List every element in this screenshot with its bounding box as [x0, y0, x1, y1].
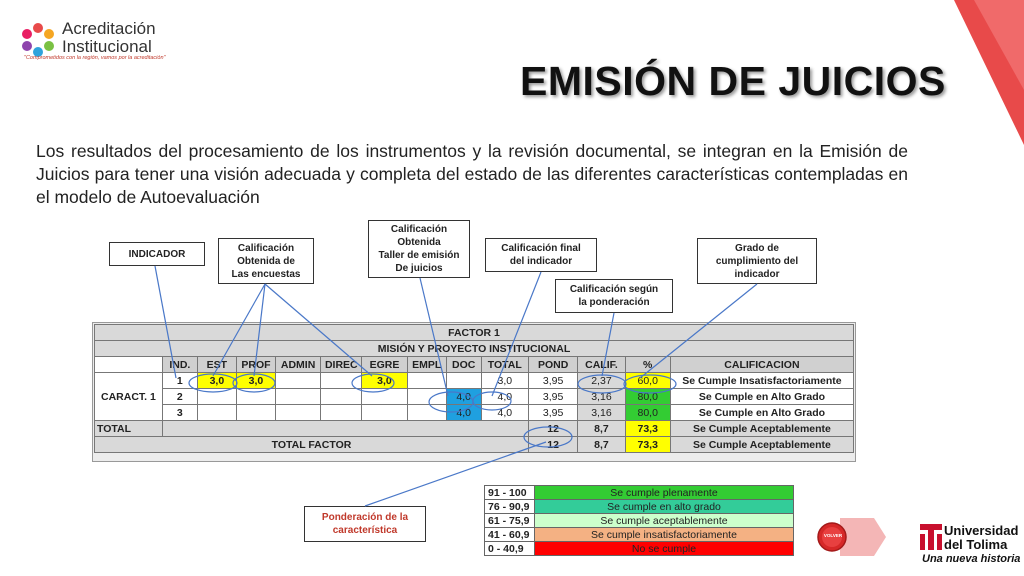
slide-title: EMISIÓN DE JUICIOS	[520, 58, 946, 104]
legend-range: 76 - 90,9	[485, 500, 535, 514]
total-factor-pct: 73,3	[625, 437, 670, 453]
total-factor-calificacion: Se Cumple Aceptablemente	[670, 437, 853, 453]
cell-total: 4,0	[481, 405, 528, 421]
header-prof: PROF	[236, 357, 275, 373]
header-direc: DIREC	[321, 357, 362, 373]
corner-decoration	[954, 0, 1024, 145]
cell-ind: 1	[162, 373, 197, 389]
cell-calificacion: Se Cumple en Alto Grado	[670, 405, 853, 421]
header-total: TOTAL	[481, 357, 528, 373]
mision-cell: MISIÓN Y PROYECTO INSTITUCIONAL	[95, 341, 854, 357]
legend-row	[485, 542, 794, 556]
cell-admin	[275, 389, 320, 405]
callout-grado-line1: Grado de	[735, 242, 779, 254]
callout-ponderacion-calif	[555, 279, 673, 313]
callout-ponderacion-caract-line1: Ponderación de la	[321, 512, 409, 523]
university-tagline: Una nueva historia	[922, 553, 1021, 565]
cell-empl	[407, 389, 446, 405]
cell-direc	[321, 373, 362, 389]
callout-taller-line1: Calificación	[390, 224, 448, 235]
cell-pct: 80,0	[625, 389, 670, 405]
cell-pond: 3,95	[528, 405, 577, 421]
logo-line2: Institucional	[62, 37, 152, 56]
callout-grado	[697, 238, 817, 284]
cell-prof: 3,0	[236, 373, 275, 389]
callout-taller-line3: Taller de emisión	[378, 250, 460, 261]
cell-pond: 3,95	[528, 389, 577, 405]
cell-pond: 3,95	[528, 373, 577, 389]
legend-row	[485, 514, 794, 528]
legend-label: Se cumple insatisfactoriamente	[534, 528, 793, 542]
legend-table	[484, 485, 794, 556]
table-header-row	[95, 357, 854, 373]
callout-taller-line2: Obtenida	[397, 237, 441, 248]
cell-direc	[321, 405, 362, 421]
intro-paragraph: Los resultados del procesamiento de los instrumentos y la revisión documental, se integran en la Emisión de Juicios para tener una visión adecuada y completa del estado de las diferentes características contempladas en el modelo de Autoevaluación	[36, 141, 908, 207]
factor-cell: FACTOR 1	[95, 325, 854, 341]
callout-indicador-text: INDICADOR	[128, 248, 186, 260]
header-calificacion: CALIFICACION	[670, 357, 853, 373]
cell-calificacion: Se Cumple en Alto Grado	[670, 389, 853, 405]
callout-taller-line4: De juicios	[395, 263, 443, 274]
callout-encuestas-line1: Calificación	[237, 242, 295, 254]
callout-final-line2: del indicador	[509, 256, 573, 267]
total-calif: 8,7	[578, 421, 625, 437]
factor-table	[94, 324, 854, 453]
cell-egre	[362, 405, 407, 421]
cell-calif: 3,16	[578, 389, 625, 405]
cell-total: 3,0	[481, 373, 528, 389]
total-label: TOTAL	[95, 421, 163, 437]
total-pct: 73,3	[625, 421, 670, 437]
total-factor-calif: 8,7	[578, 437, 625, 453]
callout-encuestas	[218, 238, 314, 284]
cell-est	[197, 405, 236, 421]
legend-range: 91 - 100	[485, 486, 535, 500]
cell-est	[197, 389, 236, 405]
legend-range: 0 - 40,9	[485, 542, 535, 556]
callout-indicador	[109, 242, 205, 266]
table-row	[95, 405, 854, 421]
callout-grado-line3: indicador	[734, 268, 780, 280]
header-admin: ADMIN	[275, 357, 320, 373]
cell-est: 3,0	[197, 373, 236, 389]
cell-total: 4,0	[481, 389, 528, 405]
university-name	[944, 524, 1018, 552]
legend-row	[485, 500, 794, 514]
header-empty	[95, 357, 163, 373]
header-pond: POND	[528, 357, 577, 373]
legend-label: Se cumple aceptablemente	[534, 514, 793, 528]
cell-calificacion: Se Cumple Insatisfactoriamente	[670, 373, 853, 389]
legend-label: Se cumple en alto grado	[534, 500, 793, 514]
logo-line1: Acreditación	[62, 19, 156, 38]
legend-range: 41 - 60,9	[485, 528, 535, 542]
table-row-total	[95, 421, 854, 437]
cell-prof	[236, 405, 275, 421]
callout-final	[485, 238, 597, 272]
volver-label[interactable]: VOLVER	[823, 533, 843, 538]
header-doc: DOC	[446, 357, 481, 373]
logo-text	[62, 20, 156, 56]
cell-ind: 3	[162, 405, 197, 421]
cell-admin	[275, 405, 320, 421]
legend-label: No se cumple	[534, 542, 793, 556]
callout-ponderacion-calif-line2: la ponderación	[578, 297, 650, 308]
header-ind: IND.	[162, 357, 197, 373]
table-row-mision	[95, 341, 854, 357]
cell-egre	[362, 389, 407, 405]
legend-label: Se cumple plenamente	[534, 486, 793, 500]
cell-doc: 4,0	[446, 389, 481, 405]
table-row-factor	[95, 325, 854, 341]
cell-pct: 60,0	[625, 373, 670, 389]
callout-ponderacion-caract	[304, 506, 426, 542]
header-calif: CALIF.	[578, 357, 625, 373]
legend-row	[485, 528, 794, 542]
accreditation-logo-icon	[20, 22, 56, 58]
total-calificacion: Se Cumple Aceptablemente	[670, 421, 853, 437]
cell-ind: 2	[162, 389, 197, 405]
table-row	[95, 373, 854, 389]
header-empl: EMPL	[407, 357, 446, 373]
cell-egre: 3,0	[362, 373, 407, 389]
cell-admin	[275, 373, 320, 389]
university-name-line2: del Tolima	[944, 537, 1008, 552]
cell-empl	[407, 373, 446, 389]
callout-encuestas-line2: Obtenida de	[237, 255, 295, 267]
total-pond: 12	[528, 421, 577, 437]
cell-calif: 3,16	[578, 405, 625, 421]
callout-ponderacion-calif-line1: Calificación según	[569, 284, 659, 295]
table-row-total-factor	[95, 437, 854, 453]
callout-final-line1: Calificación final	[501, 243, 581, 254]
cell-empl	[407, 405, 446, 421]
header-egre: EGRE	[362, 357, 407, 373]
header-est: EST	[197, 357, 236, 373]
total-spacer	[162, 421, 528, 437]
caract-label: CARACT. 1	[95, 373, 163, 421]
callout-ponderacion-caract-line2: característica	[332, 525, 398, 536]
university-logo-icon	[920, 524, 942, 552]
callout-encuestas-line3: Las encuestas	[231, 268, 301, 280]
header-pct: %	[625, 357, 670, 373]
legend-row	[485, 486, 794, 500]
university-name-line1: Universidad	[944, 523, 1019, 538]
logo-slogan: "Comprometidos con la región, vamos por la acreditación"	[24, 55, 166, 61]
cell-calif: 2,37	[578, 373, 625, 389]
legend-range: 61 - 75,9	[485, 514, 535, 528]
cell-prof	[236, 389, 275, 405]
cell-doc	[446, 373, 481, 389]
cell-direc	[321, 389, 362, 405]
callout-taller	[368, 220, 470, 278]
total-factor-pond: 12	[528, 437, 577, 453]
cell-doc: 4,0	[446, 405, 481, 421]
callout-grado-line2: cumplimiento del	[715, 255, 799, 267]
cell-pct: 80,0	[625, 405, 670, 421]
table-row	[95, 389, 854, 405]
total-factor-label: TOTAL FACTOR	[95, 437, 529, 453]
